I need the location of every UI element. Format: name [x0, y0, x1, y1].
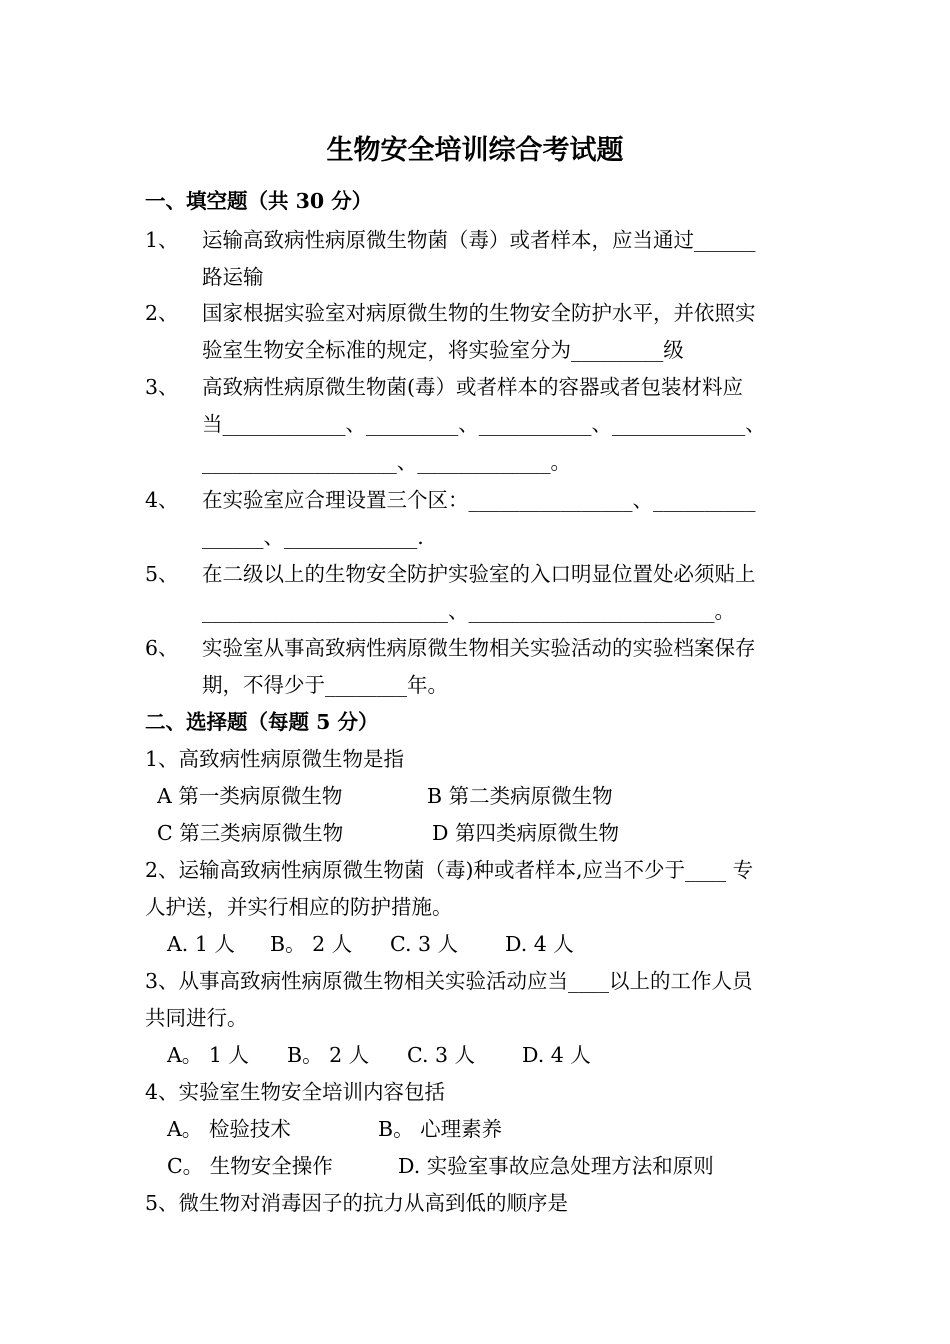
q6-line-2: 期，不得少于________年。	[202, 673, 448, 697]
q3-number: 3、	[145, 375, 179, 399]
q3-line-2: 当____________、_________、___________、_____________、	[202, 412, 766, 436]
mc2-option-b: B。 2 人	[270, 932, 353, 956]
q2-line-2: 验室生物安全标准的规定，将实验室分为_________级	[202, 338, 684, 362]
mc3-option-d: D. 4 人	[522, 1043, 591, 1067]
mc3-option-c: C. 3 人	[407, 1043, 476, 1067]
section2-heading: 二、选择题（每题 5 分）	[145, 710, 379, 734]
q1-number: 1、	[145, 228, 179, 252]
q3-line-1: 高致病性病原微生物菌(毒）或者样本的容器或者包装材料应	[202, 375, 743, 399]
mc2-option-c: C. 3 人	[390, 932, 459, 956]
mc1-option-d: D 第四类病原微生物	[432, 821, 619, 845]
mc4-option-d: D. 实验室事故应急处理方法和原则	[398, 1154, 714, 1178]
q5-number: 5、	[145, 562, 179, 586]
mc5-question: 5、微生物对消毒因子的抗力从高到低的顺序是	[145, 1191, 569, 1215]
mc2-option-a: A. 1 人	[167, 932, 235, 956]
mc2-option-d: D. 4 人	[505, 932, 574, 956]
q3-line-3: ___________________、_____________。	[202, 450, 571, 474]
mc2-question-line-1: 2、运输高致病性病原微生物菌（毒)种或者样本,应当不少于____ 专	[145, 858, 754, 882]
q2-number: 2、	[145, 301, 179, 325]
q5-line-2: ________________________、________________________。	[202, 599, 735, 623]
q5-line-1: 在二级以上的生物安全防护实验室的入口明显位置处必须贴上	[202, 562, 756, 586]
mc4-question: 4、实验室生物安全培训内容包括	[145, 1080, 446, 1104]
mc1-question: 1、高致病性病原微生物是指	[145, 747, 405, 771]
q6-number: 6、	[145, 636, 179, 660]
mc4-option-c: C。 生物安全操作	[167, 1154, 333, 1178]
mc4-option-b: B。 心理素养	[378, 1117, 503, 1141]
q4-line-2: ______、_____________.	[202, 525, 424, 549]
mc1-option-a: A 第一类病原微生物	[157, 784, 343, 808]
mc1-option-b: B 第二类病原微生物	[427, 784, 613, 808]
q4-line-1: 在实验室应合理设置三个区：________________、__________	[202, 488, 756, 512]
q4-number: 4、	[145, 488, 179, 512]
q6-line-1: 实验室从事高致病性病原微生物相关实验活动的实验档案保存	[202, 636, 756, 660]
mc3-option-b: B。 2 人	[287, 1043, 370, 1067]
q1-line-2: 路运输	[202, 265, 264, 289]
q2-line-1: 国家根据实验室对病原微生物的生物安全防护水平，并依照实	[202, 301, 756, 325]
section1-heading: 一、填空题（共 30 分）	[145, 189, 373, 213]
mc3-question-line-2: 共同进行。	[145, 1006, 248, 1030]
page-title: 生物安全培训综合考试题	[326, 135, 624, 166]
mc2-question-line-2: 人护送，并实行相应的防护措施。	[145, 895, 453, 919]
mc1-option-c: C 第三类病原微生物	[157, 821, 344, 845]
mc3-option-a: A。 1 人	[167, 1043, 249, 1067]
mc4-option-a: A。 检验技术	[167, 1117, 291, 1141]
q1-line-1: 运输高致病性病原微生物菌（毒）或者样本，应当通过______	[202, 228, 756, 252]
mc3-question-line-1: 3、从事高致病性病原微生物相关实验活动应当____以上的工作人员	[145, 969, 753, 993]
